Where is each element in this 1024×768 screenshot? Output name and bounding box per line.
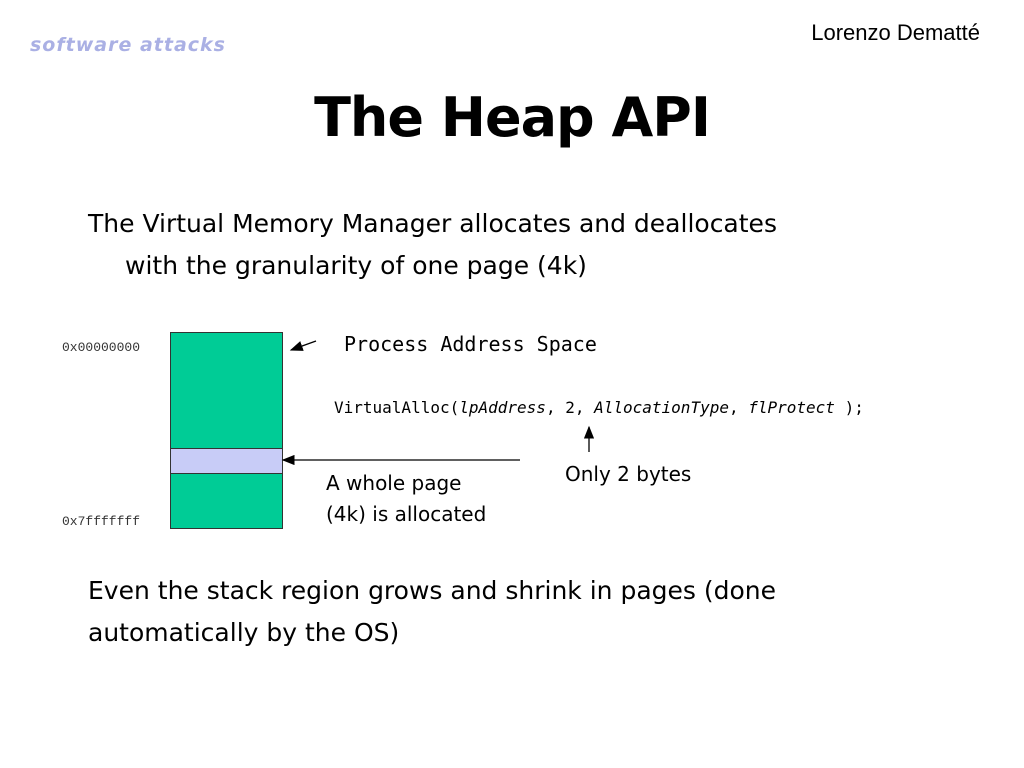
call-sep1: , 2, bbox=[545, 398, 595, 417]
paragraph-vmm-line1: The Virtual Memory Manager allocates and deallocates bbox=[88, 209, 777, 238]
virtualalloc-call bbox=[334, 398, 864, 417]
logo: software attacks bbox=[30, 34, 226, 56]
page-note-line1: A whole page bbox=[326, 471, 462, 495]
call-arg-flprotect: flProtect bbox=[748, 398, 835, 417]
call-function: VirtualAlloc( bbox=[334, 398, 460, 417]
page-note bbox=[326, 468, 486, 530]
page-note-line2: (4k) is allocated bbox=[326, 502, 487, 526]
address-space-arrow bbox=[291, 341, 316, 350]
address-space-label: Process Address Space bbox=[344, 332, 597, 356]
author-name: Lorenzo Dematté bbox=[811, 20, 980, 45]
slide-title: The Heap API bbox=[314, 86, 710, 149]
call-sep2: , bbox=[728, 398, 749, 417]
call-arg-lpaddress: lpAddress bbox=[459, 398, 546, 417]
call-arg-allocationtype: AllocationType bbox=[594, 398, 729, 417]
call-close: ); bbox=[834, 398, 864, 417]
address-end: 0x7fffffff bbox=[62, 514, 141, 529]
address-start: 0x00000000 bbox=[62, 340, 141, 355]
paragraph-vmm-line2: with the granularity of one page (4k) bbox=[125, 251, 587, 280]
bytes-note: Only 2 bytes bbox=[565, 462, 692, 486]
paragraph-stack: Even the stack region grows and shrink in pages (done automatically by the OS) bbox=[88, 576, 777, 647]
